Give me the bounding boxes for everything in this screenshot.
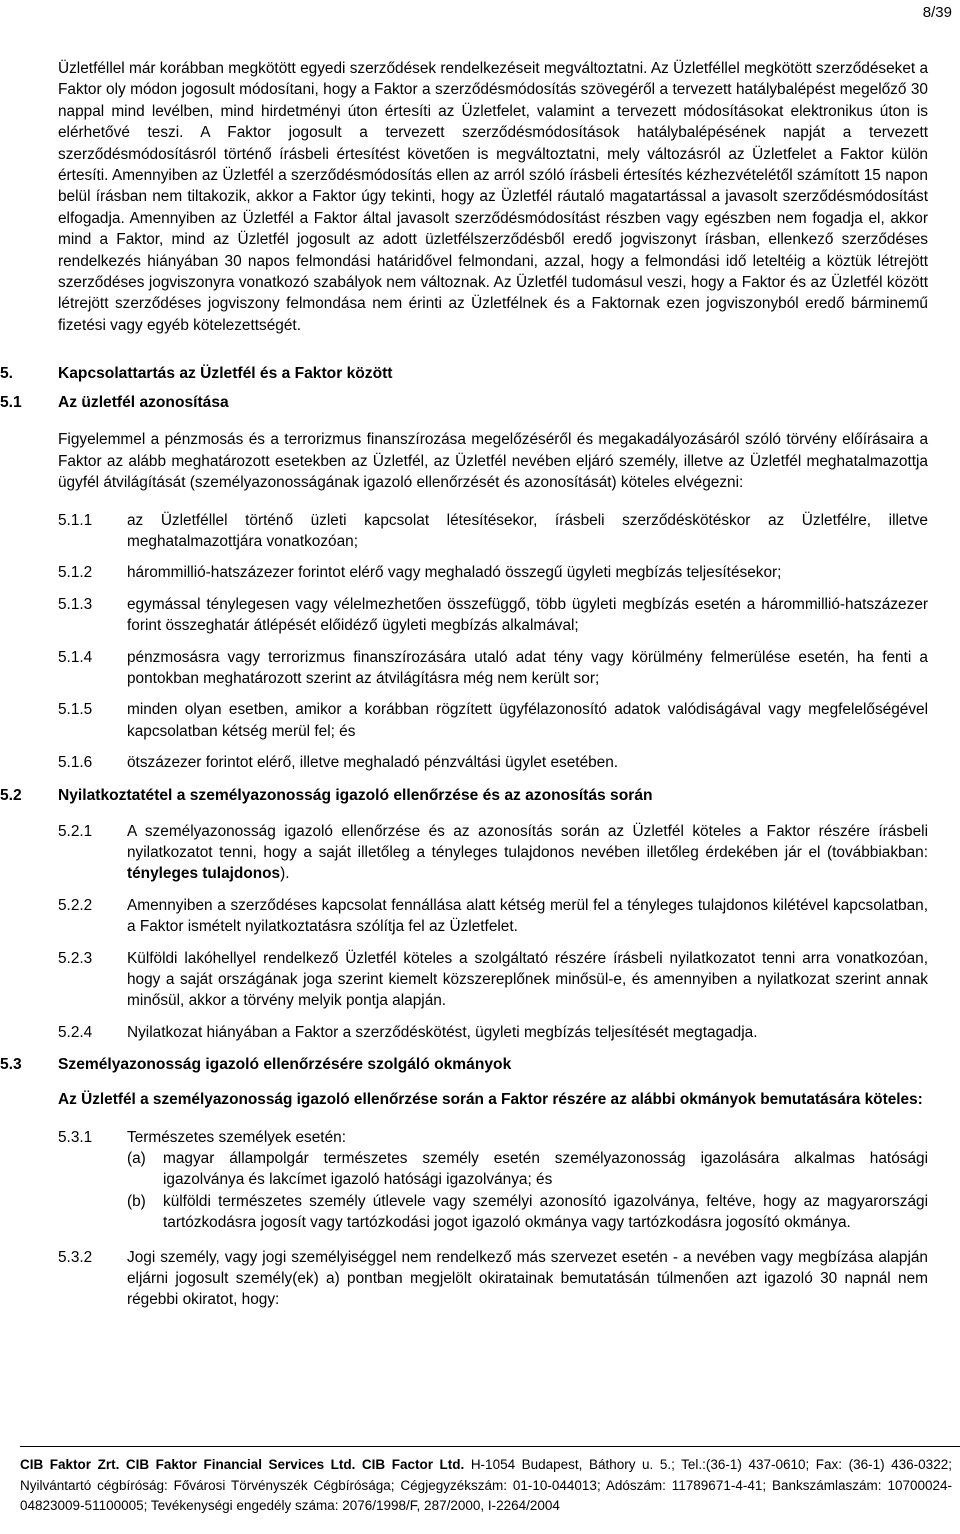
section-number: 5.2 [0,786,22,804]
intro-paragraph: Üzletféllel már korábban megkötött egyedi szerződések rendelkezéseit megváltoztatni. Az Üzletféllel megkötött szerződéseket a Faktor oly módon jogosult módosítani, hogy a Faktor a szerződésmódosítás szövegéről a tervezett hatálybalépést megelőző 30 nappal mind levélben, mind hirdetményi úton értesíti az Üzletfelet, valamint a tervezett módosításokat elektronikus úton is elérhetővé teszi. A Faktor jogosult a tervezett szerződésmódosítások hatálybalépésének napját a tervezett szerződésmódosításról történő írásbeli értesítést követően is megváltoztatni, mely változásról az Üzletfelet a Faktor külön értesíti. Amennyiben az Üzletfél a szerződésmódosítás ellen az arról szóló írásbeli értesítés kézhezvételétől számított 15 napon belül írásban nem tiltakozik, akkor a Faktor úgy tekinti, hogy az Üzletfél ráutaló magatartással a javasolt szerződésmódosítást elfogadja. Amennyiben az Üzletfél a Faktor által javasolt szerződésmódosítást részben vagy egészben nem fogadja el, akkor mind a Faktor, mind az Üzletfél jogosult az adott üzletfélszerződésből eredő jogviszonyt írásban, ellenkező szerződéses rendelkezés hiányában 30 napos felmondási határidővel felmondani, azzal, hogy a felmondási idő leteltéig a köztük létrejött szerződéses jogviszonyra vonatkozó szabályok nem változnak. Az Üzletfél tudomásul veszi, hogy a Faktor és az Üzletfél között létrejött szerződéses jogviszony felmondása nem érinti az Üzletfélnek és a Faktornak ezen jogviszonyból eredő bárminemű fizetési vagy egyéb kötelezettségét. [58,60,929,334]
section-number: 5.1 [0,394,22,412]
section-title: Kapcsolattartás az Üzletfél és a Faktor között [58,365,393,383]
section-title: Az üzletfél azonosítása [58,394,229,412]
item-text: ötszázezer forintot elérő, illetve meghaladó pénzváltási ügylet esetében. [127,754,619,772]
list-item [58,510,928,553]
sub-item-label: (a) [127,1150,146,1168]
section-number: 5.3 [0,1056,22,1074]
item-number: 5.1.3 [58,595,93,613]
document-body [0,58,960,1311]
defined-term: tényleges tulajdonos [127,865,281,883]
list-item [58,562,928,583]
item-text: Nyilatkozat hiányában a Faktor a szerződéskötést, ügyleti megbízás teljesítését megtagadja. [127,1023,758,1041]
item-text: Természetes személyek esetén: [127,1128,346,1146]
item-number: 5.2.1 [58,822,93,840]
list-item [58,895,928,938]
footer-divider [20,1446,960,1447]
list-item [58,594,928,637]
list-item [58,821,928,885]
item-text [127,821,928,885]
section-5-1-list [0,510,960,774]
list-item [58,1022,928,1043]
sub-list-item [127,1191,928,1234]
section-5-3-paragraph: Az Üzletfél a személyazonosság igazoló ellenőrzése során a Faktor részére az alábbi okmányok bemutatására köteles: [58,1091,923,1109]
list-item [58,647,928,690]
item-text: Külföldi lakóhellyel rendelkező Üzletfél köteles a szolgáltató részére írásbeli nyilatkozatot tenni arra vonatkozóan, hogy a saját országának joga szerint kiemelt közszereplőnek minősül-e, és amennyiben a nyilatkozat szerint annak minősül, akkor a törvény melyik pontja alapján. [127,949,928,1010]
list-item [58,1247,928,1311]
item-text: minden olyan esetben, amikor a korábban rögzített ügyfélazonosító adatok valódiságával vagy megfelelőségével kapcsolatban kétség merül fel; és [127,701,928,740]
page-number: 8/39 [922,4,952,21]
item-text-after: ). [280,865,290,883]
item-text: egymással ténylegesen vagy vélelmezhetően összefüggő, több ügyleti megbízás esetén a hárommillió-hatszázezer forint összeghatár átlépését előidéző ügyleti megbízás alkalmával; [127,595,928,635]
item-text-before: A személyazonosság igazoló ellenőrzése és az azonosítás során az Üzletfél köteles a Faktor részére írásbeli nyilatkozatot tenni, hogy a saját illetőleg a tényleges tulajdonos nevében illetőleg érdekében jár el (továbbiakban: [127,822,928,861]
item-text: hárommillió-hatszázezer forintot elérő vagy meghaladó összegű ügyleti megbízás teljesítésekor; [127,564,782,582]
sub-item-label: (b) [127,1192,146,1210]
section-5-1-heading [0,394,960,412]
item-number: 5.1.5 [58,701,93,719]
list-item [58,948,928,1012]
section-5-2-list [0,821,960,1044]
item-number: 5.1.2 [58,564,93,582]
section-title: Személyazonosság igazoló ellenőrzésére szolgáló okmányok [58,1056,512,1074]
item-number: 5.1.4 [58,648,93,666]
item-number: 5.2.2 [58,896,93,914]
section-title: Nyilatkoztatétel a személyazonosság igazoló ellenőrzése és az azonosítás során [58,786,653,804]
item-number: 5.3.1 [58,1128,93,1146]
section-5-3-list [0,1127,960,1311]
list-item [58,752,928,773]
item-text: az Üzletféllel történő üzleti kapcsolat létesítésekor, írásbeli szerződéskötéskor az Üzletfélre, illetve meghatalmazottjára vonatkozóan; [127,511,928,550]
footer-company-en: CIB Faktor Financial Services Ltd. [125,1457,356,1472]
item-number: 5.1.1 [58,511,93,529]
list-item [58,699,928,742]
item-number: 5.2.4 [58,1023,93,1041]
page-footer [0,1446,960,1517]
section-5-3-heading [0,1056,960,1074]
sub-item-text: magyar állampolgár természetes személy esetén személyazonosság igazolására alkalmas hatósági igazolványa és lakcímet igazoló hatósági igazolványa; és [163,1150,928,1189]
item-text: Amennyiben a szerződéses kapcsolat fennállása alatt kétség merül fel a tényleges tulajdonos kilétével kapcsolatban, a Faktor ismételt nyilatkoztatásra szólítja fel az Üzletfelet. [127,896,928,936]
footer-company-ltd: CIB Factor Ltd. [361,1457,465,1472]
section-5-2-heading [0,787,960,805]
item-number: 5.2.3 [58,949,93,967]
section-5-heading [0,365,960,383]
item-number: 5.1.6 [58,754,93,772]
list-item [58,1127,928,1148]
footer-company-hu: CIB Faktor Zrt. [20,1457,120,1472]
item-text: Jogi személy, vagy jogi személyiséggel nem rendelkező más szervezet esetén - a nevében vagy megbízása alapján eljárni jogosult személy(ek) a) pontban megjelölt okiratainak bemutatásán túlmenően azt igazoló 30 napnál nem régebbi okiratot, hogy: [127,1248,928,1309]
sub-item-text: külföldi természetes személy útlevele vagy személyi azonosító igazolványa, feltéve, hogy az magyarországi tartózkodásra jogosít vagy tartózkodási jogot igazoló okmánya vagy tartózkodásra jogosító okmánya. [163,1192,928,1232]
sub-list-item [127,1148,928,1191]
item-text: pénzmosásra vagy terrorizmus finanszírozására utaló adat tény vagy körülmény felmerülése esetén, ha fenti a pontokban meghatározott szerint az átvilágításra még nem került sor; [127,648,928,687]
section-5-1-paragraph: Figyelemmel a pénzmosás és a terrorizmus finanszírozása megelőzéséről és megakadályozásáról szóló törvény előírásaira a Faktor az alább meghatározott esetekben az Üzletfél, az Üzletfél nevében eljáró személy, illetve az Üzletfél meghatalmazottja ügyfél átvilágítását (személyazonosságának igazoló ellenőrzését és azonosítását) köteles elvégezni: [58,431,928,492]
footer-text [20,1455,952,1517]
footer-details: H-1054 Budapest, Báthory u. 5.; Tel.:(36-1) 437-0610; Fax: (36-1) 436-0322; Nyilvántartó cégbíróság: Fővárosi Törvényszék Cégbírósága; Cégjegyzékszám: 01-10-044013; Adószám: 11789671-4-41; Bankszámlaszám: 10700024-04823009-51100005; Tevékenységi engedély száma: 2076/1998/F, 287/2000, I-2264/2004 [20,1457,952,1513]
section-number: 5. [0,365,14,383]
item-number: 5.3.2 [58,1248,93,1266]
